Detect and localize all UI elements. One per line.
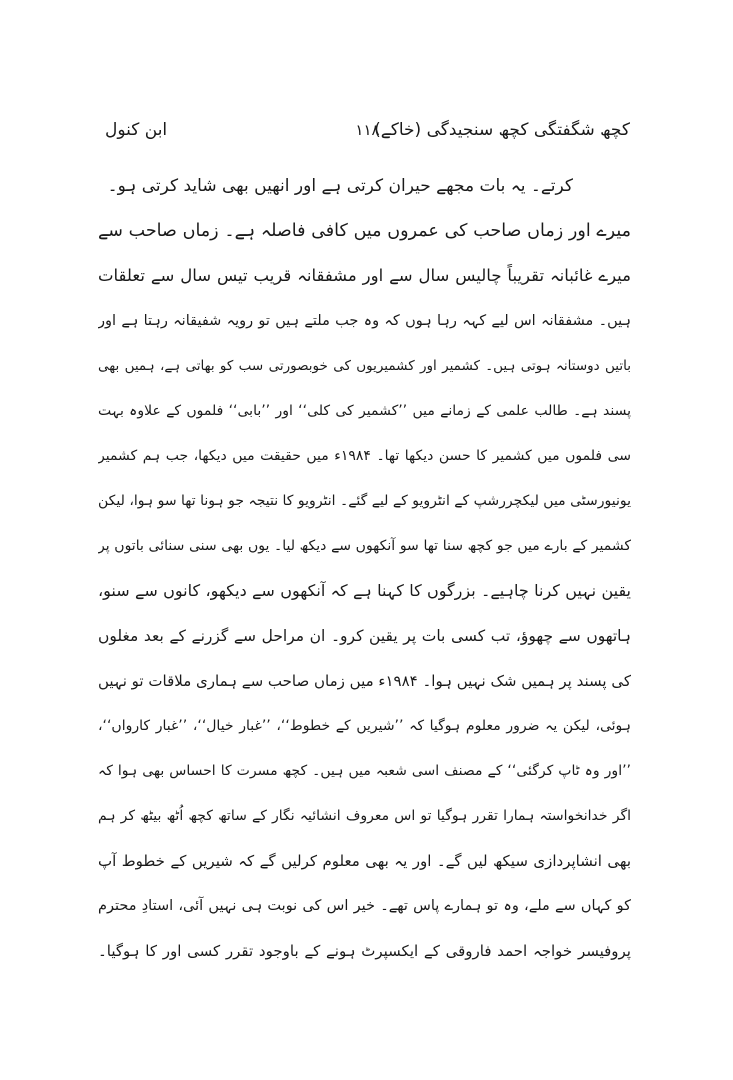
text-line: یونیورسٹی میں لیکچررشپ کے انٹرویو کے لیے گئے۔ انٹرویو کا نتیجہ جو ہونا تھا سو ہوا، لیکن	[98, 493, 631, 509]
text-line: سی فلموں میں کشمیر کا حسن دیکھا تھا۔ ۱۹۸۴ء میں حقیقت میں دیکھا، جب ہم کشمیر	[98, 448, 631, 464]
text-line: باتیں دوستانہ ہوتی ہیں۔ کشمیر اور کشمیریوں کی خوبصورتی سب کو بھاتی ہے، ہمیں بھی	[98, 358, 631, 374]
text-line: بھی انشاپردازی سیکھ لیں گے۔ اور یہ بھی معلوم کرلیں گے کہ شیریں کے خطوط آپ	[98, 852, 631, 870]
text-line: اگر خدانخواستہ ہمارا تقرر ہوگیا تو اس معروف انشائیہ نگار کے ساتھ کچھ اُٹھ بیٹھ کر ہم	[98, 808, 631, 824]
book-title: کچھ شگفتگی کچھ سنجیدگی (خاکے)	[374, 120, 630, 140]
text-line: میرے اور زماں صاحب کی عمروں میں کافی فاصلہ ہے۔ زماں صاحب سے	[98, 221, 631, 241]
text-line: پروفیسر خواجہ احمد فاروقی کے ایکسپرٹ ہونے کے باوجود تقرر کسی اور کا ہوگیا۔	[98, 942, 631, 960]
page-number: ۱۱۸	[355, 121, 380, 139]
text-line: ہیں۔ مشفقانہ اس لیے کہہ رہا ہوں کہ وہ جب ملتے ہیں تو رویہ شفیقانہ رہتا ہے اور	[98, 313, 631, 329]
text-line: ہوئی، لیکن یہ ضرور معلوم ہوگیا کہ ’’شیریں کے خطوط‘‘، ’’غبار خیال‘‘، ’’غبار کارواں‘‘،	[98, 718, 631, 734]
text-line: میرے غائبانہ تقریباً چالیس سال سے اور مشفقانہ قریب تیس سال سے تعلقات	[98, 266, 631, 285]
text-line: کی پسند پر ہمیں شک نہیں ہوا۔ ۱۹۸۴ء میں زماں صاحب سے ہماری ملاقات تو نہیں	[98, 672, 631, 690]
text-line: کو کہاں سے ملے، وہ تو ہمارے پاس تھے۔ خیر اس کی نوبت ہی نہیں آئی، استادِ محترم	[98, 898, 631, 914]
body-text	[98, 172, 631, 982]
text-line: ہاتھوں سے چھوؤ، تب کسی بات پر یقین کرو۔ ان مراحل سے گزرنے کے بعد مغلوں	[98, 627, 631, 645]
author-name: ابن کنول	[105, 120, 168, 140]
running-header	[105, 118, 630, 148]
text-line: یقین نہیں کرنا چاہیے۔ بزرگوں کا کہنا ہے کہ آنکھوں سے دیکھو، کانوں سے سنو،	[98, 581, 631, 600]
text-line: ’’اور وہ ٹاپ کرگئی‘‘ کے مصنف اسی شعبہ میں ہیں۔ کچھ مسرت کا احساس بھی ہوا کہ	[98, 763, 631, 779]
text-line: کرتے۔ یہ بات مجھے حیران کرتی ہے اور انھیں بھی شاید کرتی ہو۔	[107, 176, 573, 196]
text-line: پسند ہے۔ طالب علمی کے زمانے میں ’’کشمیر کی کلی‘‘ اور ’’بابی‘‘ فلموں کے علاوہ بہت	[98, 403, 631, 419]
text-line: کشمیر کے بارے میں جو کچھ سنا تھا سو آنکھوں سے دیکھ لیا۔ یوں بھی سنی سنائی باتوں پر	[98, 538, 631, 554]
